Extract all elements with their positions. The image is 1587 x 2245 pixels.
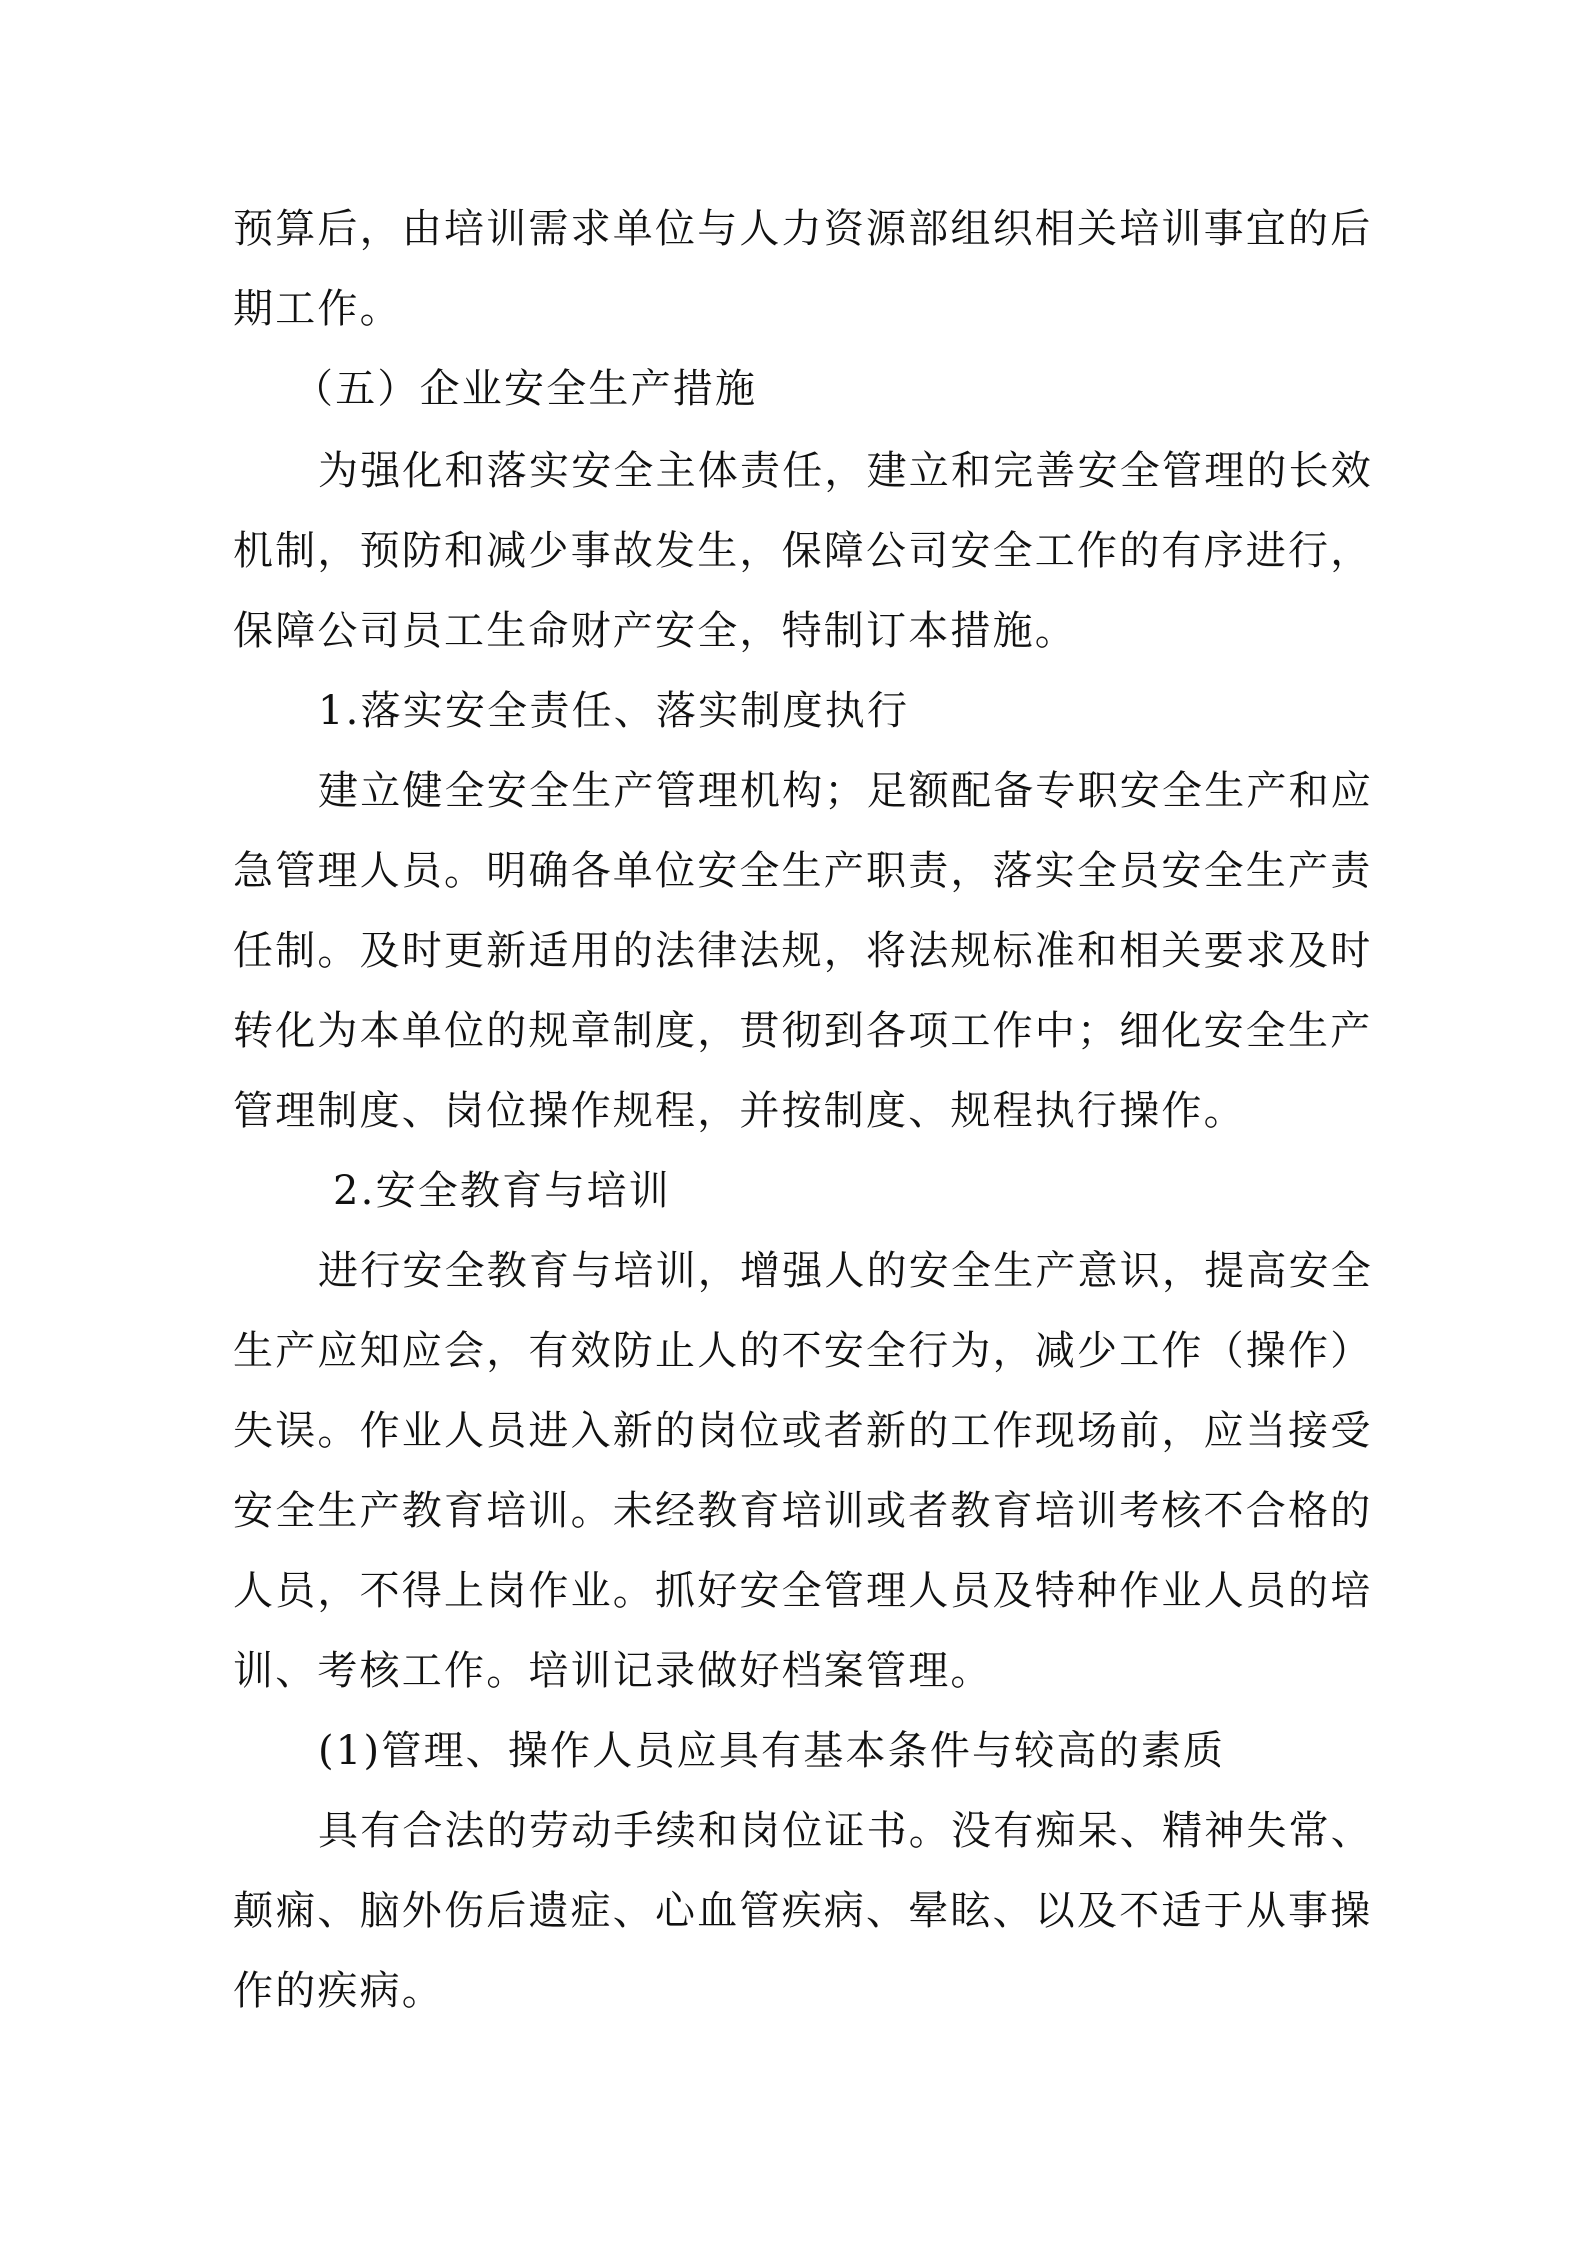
text-line: 预算后，由培训需求单位与人力资源部组织相关培训事宜的后 bbox=[233, 206, 1373, 252]
text-line: 作的疾病。 bbox=[233, 1968, 444, 2014]
text-line: 安全生产教育培训。未经教育培训或者教育培训考核不合格的 bbox=[233, 1488, 1373, 1534]
text-line: 建立健全安全生产管理机构；足额配备专职安全生产和应 bbox=[318, 768, 1373, 814]
text-line: 机制，预防和减少事故发生，保障公司安全工作的有序进行， bbox=[233, 528, 1373, 574]
text-line: 为强化和落实安全主体责任，建立和完善安全管理的长效 bbox=[318, 448, 1373, 494]
text-line: 人员，不得上岗作业。抓好安全管理人员及特种作业人员的培 bbox=[233, 1568, 1373, 1614]
text-line: 1.落实安全责任、落实制度执行 bbox=[318, 688, 910, 734]
text-line: (1)管理、操作人员应具有基本条件与较高的素质 bbox=[318, 1728, 1226, 1774]
text-line: 急管理人员。明确各单位安全生产职责，落实全员安全生产责 bbox=[233, 848, 1373, 894]
text-line: 任制。及时更新适用的法律法规，将法规标准和相关要求及时 bbox=[233, 928, 1373, 974]
text-line: 期工作。 bbox=[233, 286, 402, 332]
text-line: 进行安全教育与培训，增强人的安全生产意识，提高安全 bbox=[318, 1248, 1373, 1294]
text-line: 失误。作业人员进入新的岗位或者新的工作现场前，应当接受 bbox=[233, 1408, 1373, 1454]
text-line: （五）企业安全生产措施 bbox=[293, 366, 758, 412]
text-line: 具有合法的劳动手续和岗位证书。没有痴呆、精神失常、 bbox=[318, 1808, 1373, 1854]
text-line: 保障公司员工生命财产安全，特制订本措施。 bbox=[233, 608, 1077, 654]
text-line: 2.安全教育与培训 bbox=[333, 1168, 671, 1214]
text-line: 转化为本单位的规章制度，贯彻到各项工作中；细化安全生产 bbox=[233, 1008, 1373, 1054]
text-line: 生产应知应会，有效防止人的不安全行为，减少工作（操作） bbox=[233, 1328, 1373, 1374]
text-line: 训、考核工作。培训记录做好档案管理。 bbox=[233, 1648, 993, 1694]
text-line: 颠痫、脑外伤后遗症、心血管疾病、晕眩、以及不适于从事操 bbox=[233, 1888, 1373, 1934]
text-line: 管理制度、岗位操作规程，并按制度、规程执行操作。 bbox=[233, 1088, 1246, 1134]
